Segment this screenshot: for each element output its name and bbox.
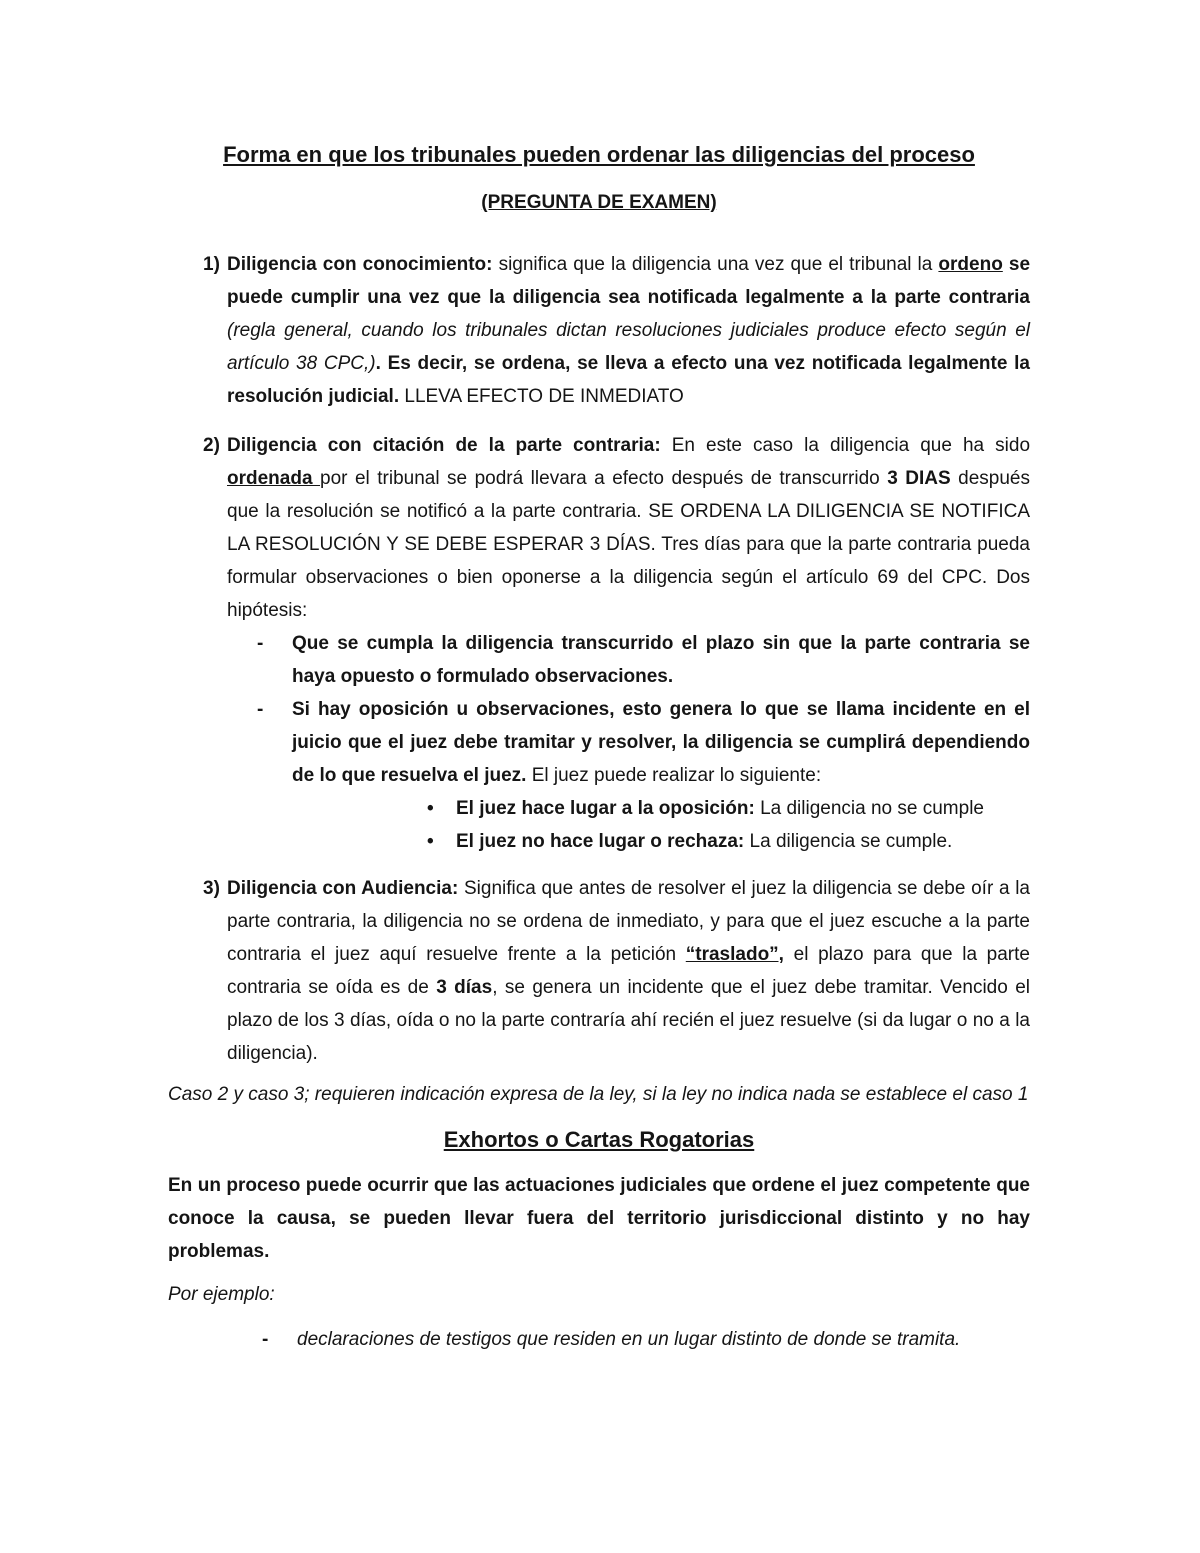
section-paragraph: En un proceso puede ocurrir que las actuaciones judiciales que ordene el juez competente que conoce la causa, se pueden llevar fuera del territorio jurisdiccional distinto y no hay problemas. <box>168 1175 1030 1262</box>
item-1-number: 1) <box>203 254 220 275</box>
dash-bullet-icon: - <box>257 633 264 654</box>
item-3-text: Diligencia con Audiencia: Significa que antes de resolver el juez la diligencia se debe oír a la parte contraria, la diligencia no se ordena de inmediato, y para que el juez escuche a la parte contraria el juez aquí resuelve frente a la petición “traslado”, el plazo para que la parte contraria se oída es de 3 días, se genera un incidente que el juez debe tramitar. Vencido el plazo de los 3 días, oída o no la parte contraría ahí recién el juez resuelve (si da lugar o no a la diligencia). <box>227 878 1030 1064</box>
document-subtitle: (PREGUNTA DE EXAMEN) <box>481 192 717 213</box>
dot-bullet-2-text: El juez no hace lugar o rechaza: La diligencia se cumple. <box>456 831 953 852</box>
case-note-paragraph: Caso 2 y caso 3; requieren indicación expresa de la ley, si la ley no indica nada se establece el caso 1 <box>168 1084 1029 1105</box>
dash-bullet-icon: - <box>257 699 264 720</box>
dash-bullet-2-text: Si hay oposición u observaciones, esto genera lo que se llama incidente en el juicio que el juez debe tramitar y resolver, la diligencia se cumplirá dependiendo de lo que resuelva el juez. El juez puede realizar lo siguiente: <box>292 699 1030 786</box>
item-2-sub-bullets <box>168 627 1030 858</box>
dash-bullet-2 <box>168 693 1030 792</box>
numbered-item-1 <box>168 248 1030 413</box>
dot-bullet-icon: • <box>427 831 434 852</box>
section-heading: Exhortos o Cartas Rogatorias <box>443 1127 755 1152</box>
dot-bullet-icon: • <box>427 798 434 819</box>
example-bullet-text: declaraciones de testigos que residen en un lugar distinto de donde se tramita. <box>297 1329 961 1350</box>
item-3-number: 3) <box>203 878 220 899</box>
item-2-number: 2) <box>203 435 220 456</box>
example-label: Por ejemplo: <box>168 1284 275 1305</box>
item-2-text: Diligencia con citación de la parte contraria: En este caso la diligencia que ha sido ordenada por el tribunal se podrá llevara a efecto después de transcurrido 3 DIAS después que la resolución se notificó a la parte contraria. SE ORDENA LA DILIGENCIA SE NOTIFICA LA RESOLUCIÓN Y SE DEBE ESPERAR 3 DÍAS. Tres días para que la parte contraria pueda formular observaciones o bien oponerse a la diligencia según el artículo 69 del CPC. Dos hipótesis: <box>227 435 1031 621</box>
example-bullet <box>168 1323 1030 1356</box>
dash-bullet-1-text: Que se cumpla la diligencia transcurrido el plazo sin que la parte contraria se haya opuesto o formulado observaciones. <box>292 633 1030 687</box>
dot-bullet-1 <box>168 792 1030 825</box>
dot-bullet-1-text: El juez hace lugar a la oposición: La diligencia no se cumple <box>456 798 984 819</box>
numbered-item-2 <box>168 429 1030 627</box>
dash-bullet-icon: - <box>262 1329 269 1350</box>
dot-bullet-2 <box>168 825 1030 858</box>
numbered-item-3 <box>168 872 1030 1070</box>
item-1-text: Diligencia con conocimiento: significa que la diligencia una vez que el tribunal la ordeno se puede cumplir una vez que la diligencia sea notificada legalmente a la parte contraria (regla general, cuando los tribunales dictan resoluciones judiciales produce efecto según el artículo 38 CPC,). Es decir, se ordena, se lleva a efecto una vez notificada legalmente la resolución judicial. LLEVA EFECTO DE INMEDIATO <box>227 254 1031 407</box>
document-title: Forma en que los tribunales pueden ordenar las diligencias del proceso <box>223 142 975 167</box>
dash-bullet-1 <box>168 627 1030 693</box>
